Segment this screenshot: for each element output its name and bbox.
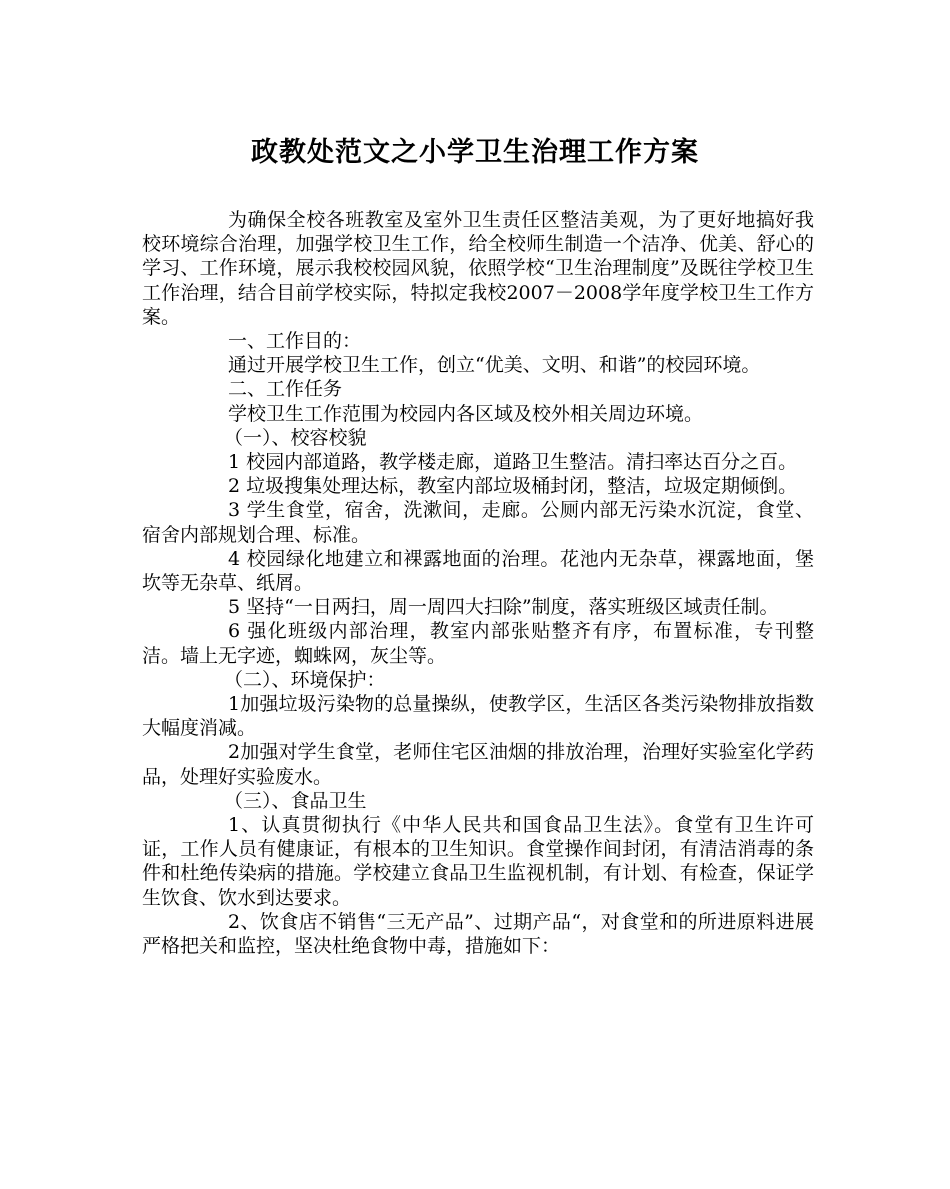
paragraph-intro: 为确保全校各班教室及室外卫生责任区整洁美观，为了更好地搞好我校环境综合治理，加强学校卫生工作，给全校师生制造一个洁净、优美、舒心的学习、工作环境，展示我校校园风貌，依照学校“卫生治理制度”及既往学校卫生工作治理，结合目前学校实际，特拟定我校2007－2008学年度学校卫生工作方案。 [142, 209, 814, 328]
subheading-campus-appearance: （一）、校容校貌 [224, 426, 367, 449]
page-title: 政教处范文之小学卫生治理工作方案 [251, 137, 699, 168]
subheading-food-hygiene: （三）、食品卫生 [224, 789, 367, 812]
paragraph-work-purpose: 通过开展学校卫生工作，创立“优美、文明、和谐”的校园环境。 [228, 354, 761, 377]
list-item: 2 垃圾搜集处理达标，教室内部垃圾桶封闭，整洁，垃圾定期倾倒。 [228, 475, 798, 498]
document-body [142, 208, 814, 958]
list-item: 3 学生食堂，宿舍，洗漱间，走廊。公厕内部无污染水沉淀，食堂、宿舍内部规划合理、标准。 [142, 499, 814, 546]
subheading-environment-protection: （二）、环境保护： [224, 668, 386, 691]
list-item: 1、认真贯彻执行《中华人民共和国食品卫生法》。食堂有卫生许可证，工作人员有健康证，有根本的卫生知识。食堂操作间封闭，有清洁消毒的条件和杜绝传染病的措施。学校建立食品卫生监视机制，有计划、有检查，保证学生饮食、饮水到达要求。 [142, 814, 814, 909]
list-item: 2加强对学生食堂，老师住宅区油烟的排放治理，治理好实验室化学药品，处理好实验废水。 [142, 741, 814, 788]
heading-work-tasks: 二、工作任务 [228, 378, 343, 401]
list-item: 2、饮食店不销售“三无产品”、过期产品“，对食堂和的所进原料进展严格把关和监控，坚决杜绝食物中毒，措施如下： [142, 910, 814, 958]
list-item: 5 坚持“一日两扫，周一周四大扫除”制度，落实班级区域责任制。 [228, 596, 779, 619]
list-item: 1加强垃圾污染物的总量操纵，使教学区，生活区各类污染物排放指数大幅度消减。 [142, 693, 814, 740]
list-item: 4 校园绿化地建立和裸露地面的治理。花池内无杂草，裸露地面，堡坎等无杂草、纸屑。 [142, 547, 814, 595]
list-item: 1 校园内部道路，教学楼走廊，道路卫生整洁。清扫率达百分之百。 [228, 451, 798, 474]
heading-work-purpose: 一、工作目的： [228, 330, 362, 353]
list-item: 6 强化班级内部治理，教室内部张贴整齐有序，布置标准，专刊整洁。墙上无字迹，蜘蛛网，灰尘等。 [142, 620, 814, 667]
paragraph-work-scope: 学校卫生工作范围为校园内各区域及校外相关周边环境。 [228, 402, 704, 425]
